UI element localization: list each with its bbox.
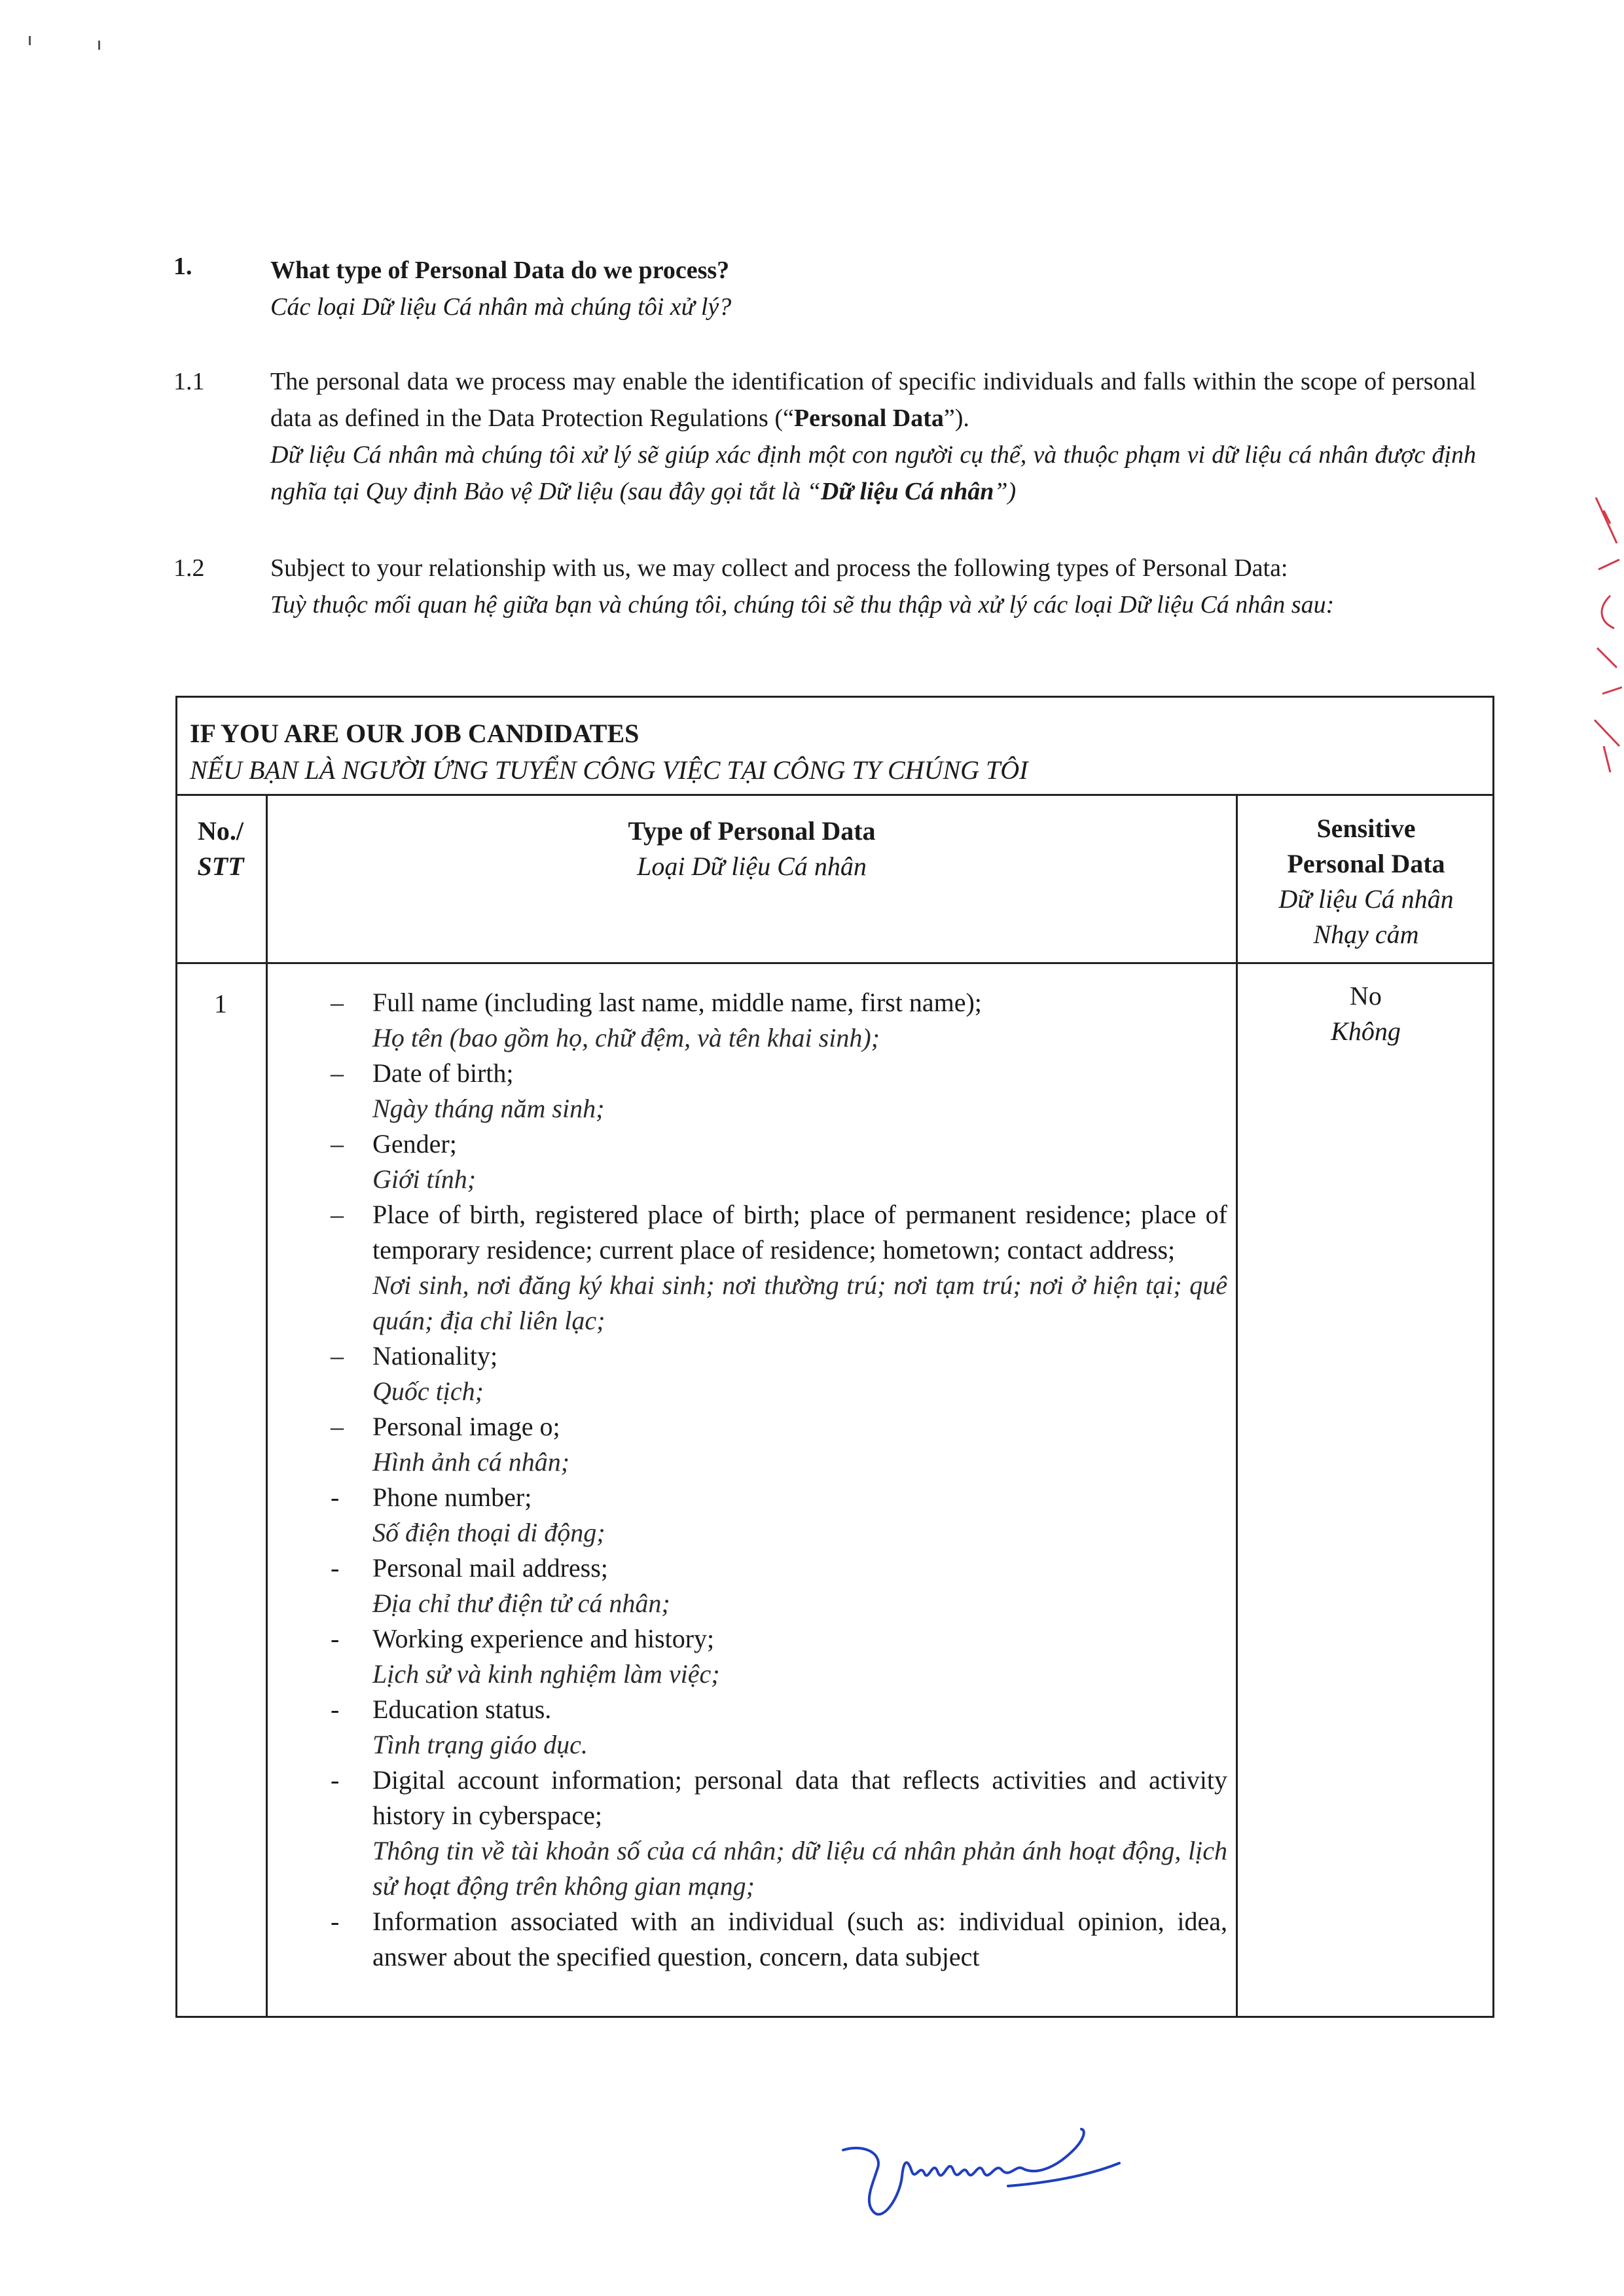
text-run: The personal data we process may enable the identification of specific individuals and falls within the scope of personal data as defined in the Data Protection Regulations (“ [270,368,1476,432]
paragraph-text-vi: Tuỳ thuộc mối quan hệ giữa bạn và chúng tôi, chúng tôi sẽ thu thập và xử lý các loại Dữ liệu Cá nhân sau: [270,591,1335,619]
list-item [331,1763,1227,1904]
list-item-vi: Tình trạng giáo dục. [372,1730,588,1759]
column-header-text: No./ [198,816,244,846]
list-bullet: - [331,1907,340,1936]
paragraph-number: 1.1 [173,368,205,395]
stamp-mark [1591,497,1624,772]
section-title [270,252,731,325]
column-header-text: Type of Personal Data [628,816,876,846]
list-item-en: Full name (including last name, middle name, first name); [372,988,982,1017]
list-item-vi: Giới tính; [372,1164,477,1194]
list-item-en: Personal image o; [372,1412,560,1441]
list-item-vi: Địa chỉ thư điện tử cá nhân; [372,1588,670,1618]
list-item-en: Personal mail address; [372,1553,608,1583]
list-bullet: – [331,1200,344,1229]
text-run: Dữ liệu Cá nhân mà chúng tôi xử lý sẽ giúp xác định một con người cụ thể, và thuộc phạm vi dữ liệu cá nhân được định nghĩa tại Quy định Bảo vệ Dữ liệu (sau đây gọi tắt là “ [270,441,1476,505]
list-item-en: Working experience and history; [372,1624,715,1653]
paragraph-text [270,363,1476,510]
paragraph-text-vi [270,437,1476,510]
column-header-text: Nhạy cảm [1313,920,1419,949]
sensitive-value-vi: Không [1331,1016,1401,1046]
text-run: ”). [943,404,969,432]
list-bullet: - [331,1553,340,1583]
list-item [331,1056,1227,1126]
list-item-vi: Thông tin về tài khoản số của cá nhân; dữ liệu cá nhân phản ánh hoạt động, lịch sử hoạt động trên không gian mạng; [372,1836,1227,1901]
table-rule [175,794,1494,796]
sensitive-value-en: No [1350,981,1382,1011]
list-item-vi: Lịch sử và kinh nghiệm làm việc; [372,1659,720,1689]
list-item [331,1197,1227,1338]
section-title-en: What type of Personal Data do we process? [270,257,730,284]
text-run: ”) [994,478,1017,505]
column-header-no [175,814,266,884]
column-header-text: Dữ liệu Cá nhân [1278,884,1454,914]
column-header-text: Loại Dữ liệu Cá nhân [637,852,867,881]
list-item-en: Date of birth; [372,1058,514,1088]
paragraph-number: 1.2 [173,554,205,582]
list-item-en: Education status. [372,1695,552,1724]
signature-scribble [838,2124,1126,2229]
list-item [331,1409,1227,1480]
list-bullet: – [331,988,344,1017]
list-item-en: Digital account information; personal data that reflects activities and activity history in cyberspace; [372,1765,1227,1830]
list-item [331,985,1227,1056]
list-bullet: - [331,1695,340,1724]
list-item-vi: Quốc tịch; [372,1376,484,1406]
list-item-en: Phone number; [372,1482,532,1512]
column-header-text: Sensitive [1316,814,1416,843]
data-type-list [331,985,1227,1975]
list-item [331,1480,1227,1551]
paragraph-text-en [270,363,1476,437]
list-item-en: Nationality; [372,1341,498,1371]
paragraph-text [270,550,1476,623]
defined-term: Personal Data [793,404,944,432]
table-rule [175,962,1494,964]
scan-mark [98,41,100,50]
scan-mark [29,36,31,45]
column-header-sensitive [1238,811,1494,952]
list-bullet: - [331,1765,340,1795]
defined-term: Dữ liệu Cá nhân [820,478,994,505]
list-item-vi: Họ tên (bao gồm họ, chữ đệm, và tên khai sinh); [372,1023,880,1052]
list-bullet: - [331,1624,340,1653]
list-bullet: - [331,1482,340,1512]
table-rule [1236,794,1238,2018]
list-bullet: – [331,1341,344,1371]
row-number: 1 [214,989,227,1018]
list-item [331,1338,1227,1409]
table-rule [266,794,268,2018]
paragraph-text-en: Subject to your relationship with us, we may collect and process the following types of Personal Data: [270,554,1288,582]
table-heading-vi: NẾU BẠN LÀ NGƯỜI ỨNG TUYỂN CÔNG VIỆC TẠI CÔNG TY CHÚNG TÔI [190,755,1028,785]
list-item-vi: Hình ảnh cá nhân; [372,1447,570,1477]
list-item [331,1692,1227,1763]
section-title-vi: Các loại Dữ liệu Cá nhân mà chúng tôi xử lý? [270,293,732,321]
list-item [331,1621,1227,1692]
table-heading [190,715,1028,789]
list-item-vi: Số điện thoại di động; [372,1518,605,1547]
list-item-vi: Nơi sinh, nơi đăng ký khai sinh; nơi thường trú; nơi tạm trú; nơi ở hiện tại; quê quán; địa chỉ liên lạc; [372,1270,1227,1335]
column-header-text: STT [197,852,244,881]
list-item [331,1126,1227,1197]
table-heading-en: IF YOU ARE OUR JOB CANDIDATES [190,719,640,748]
sensitive-value [1237,978,1494,1049]
list-item-en: Gender; [372,1129,457,1158]
list-bullet: – [331,1058,344,1088]
list-item [331,1551,1227,1621]
list-item-en: Information associated with an individual (such as: individual opinion, idea, answer about the specified question, concern, data subject [372,1907,1227,1971]
column-header-text: Personal Data [1287,849,1445,878]
list-bullet: – [331,1129,344,1158]
list-bullet: – [331,1412,344,1441]
list-item [331,1904,1227,1975]
section-number: 1. [173,253,192,280]
column-header-type [268,814,1236,884]
list-item-en: Place of birth, registered place of birth; place of permanent residence; place of temporary residence; current place of residence; hometown; contact address; [372,1200,1227,1265]
list-item-vi: Ngày tháng năm sinh; [372,1094,605,1123]
